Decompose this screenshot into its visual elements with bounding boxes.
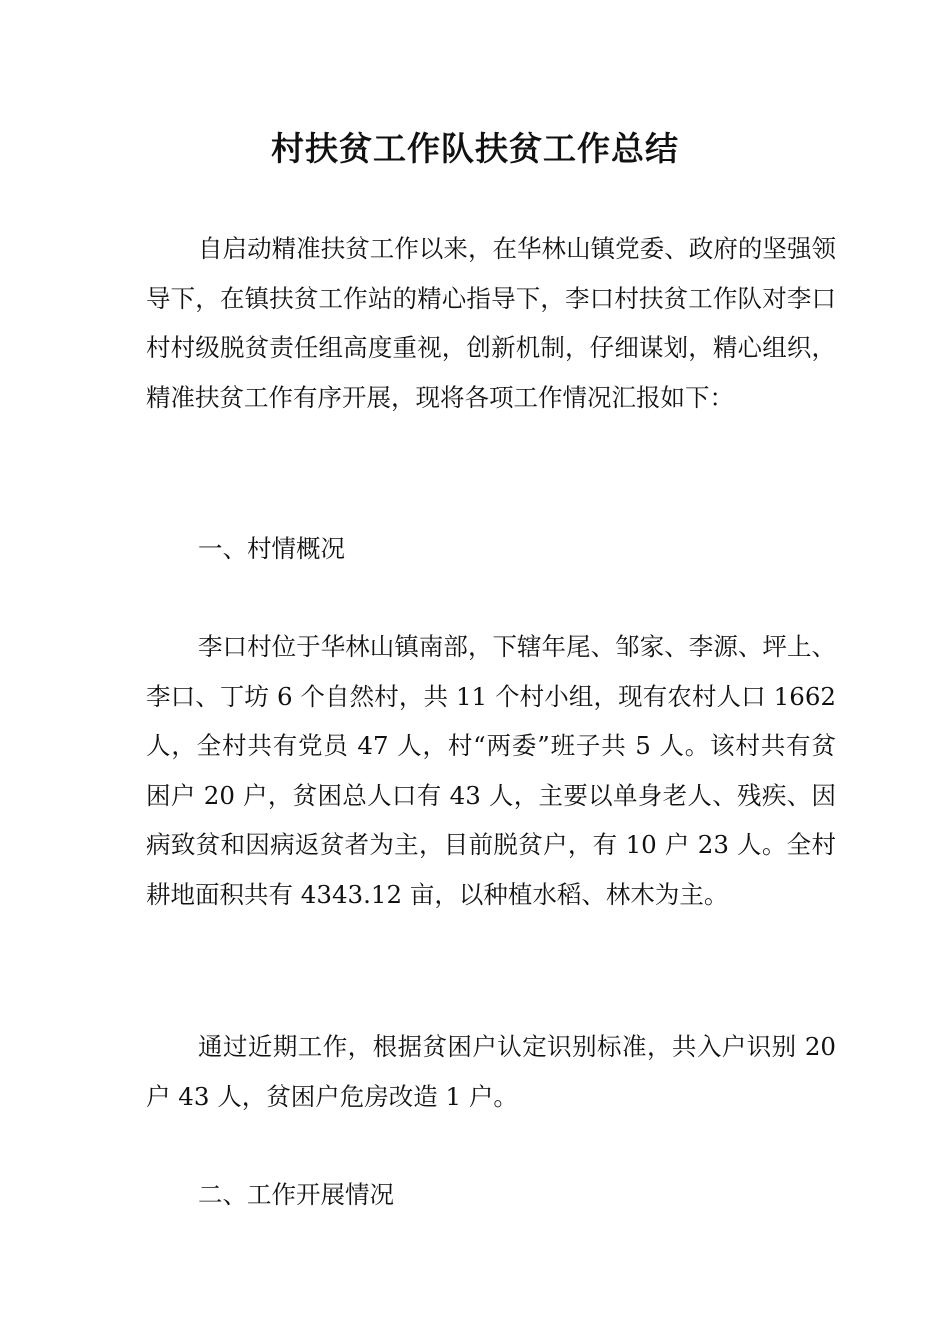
identification-paragraph: 通过近期工作，根据贫困户认定识别标准，共入户识别 20 户 43 人，贫困户危房改造 1 户。 bbox=[146, 1032, 836, 1111]
section-heading-work-progress: 二、工作开展情况 bbox=[198, 1180, 394, 1209]
section-heading-village-overview: 一、村情概况 bbox=[198, 534, 345, 563]
village-overview-paragraph: 李口村位于华林山镇南部，下辖年尾、邹家、李源、坪上、李口、丁坊 6 个自然村，共 11 个村小组，现有农村人口 1662 人，全村共有党员 47 人，村“两委”班子共 5 人。该村共有贫困户 20 户，贫困总人口有 43 人，主要以单身老人、残疾、因病致贫和因病返贫者为主，目前脱贫户，有 10 户 23 人。全村耕地面积共有 4343.12 亩，以种植水稻、林木为主。 bbox=[146, 632, 836, 909]
intro-paragraph: 自启动精准扶贫工作以来，在华林山镇党委、政府的坚强领导下，在镇扶贫工作站的精心指导下，李口村扶贫工作队对李口村村级脱贫责任组高度重视，创新机制，仔细谋划，精心组织，精准扶贫工作有序开展，现将各项工作情况汇报如下： bbox=[146, 234, 836, 412]
document-title: 村扶贫工作队扶贫工作总结 bbox=[271, 129, 679, 168]
